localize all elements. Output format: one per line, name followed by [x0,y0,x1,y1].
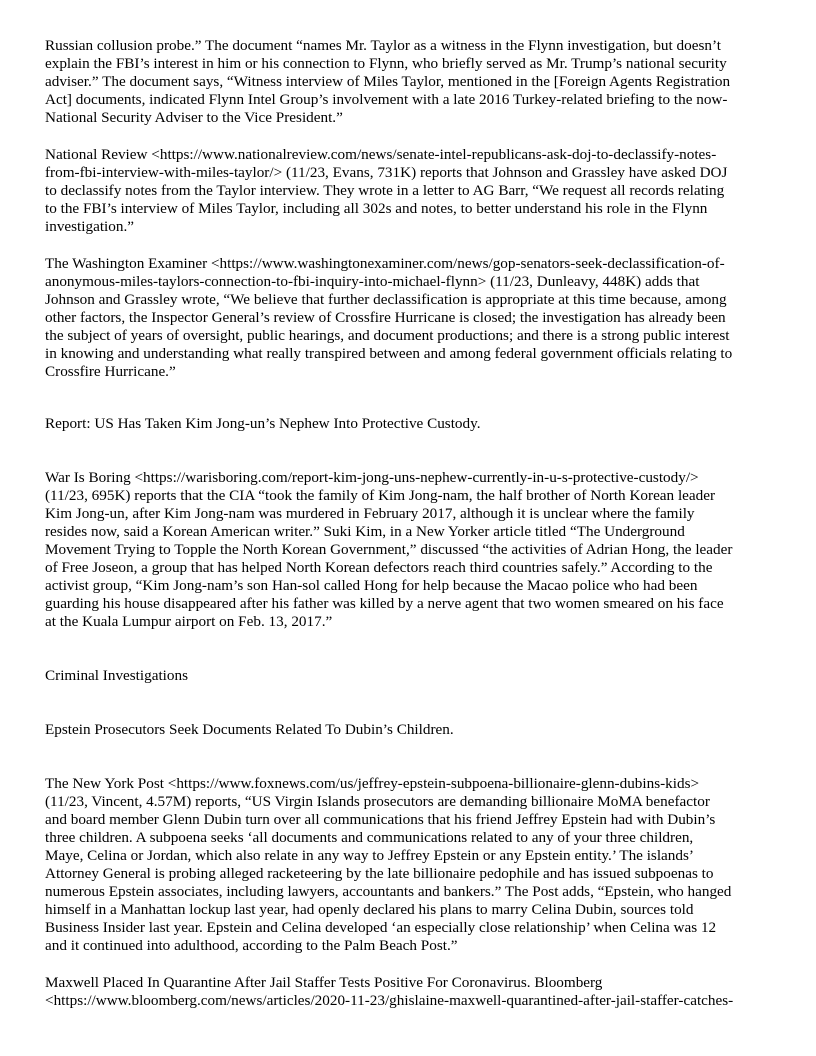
text-line: at the Kuala Lumpur airport on Feb. 13, 2017.” [45,613,333,630]
text-line: adviser.” The document says, “Witness interview of Miles Taylor, mentioned in the [Foreign Agents Registration [45,73,731,90]
text-line: National Review <https://www.nationalreview.com/news/senate-intel-republicans-ask-doj-to-declassify-notes- [45,146,717,163]
text-line: Act] documents, indicated Flynn Intel Group’s involvement with a late 2016 Turkey-related briefing to the now- [45,91,728,108]
text-line: <https://www.bloomberg.com/news/articles/2020-11-23/ghislaine-maxwell-quarantined-after-jail-staffer-catches- [45,992,734,1009]
text-line: (11/23, Vincent, 4.57M) reports, “US Virgin Islands prosecutors are demanding billionaire MoMA benefactor [45,793,710,810]
text-line: War Is Boring <https://warisboring.com/report-kim-jong-uns-nephew-currently-in-u-s-protective-custody/> [45,469,699,486]
text-line: himself in a Manhattan lockup last year, had openly declared his plans to marry Celina Dubin, sources told [45,901,694,918]
text-line: anonymous-miles-taylors-connection-to-fbi-inquiry-into-michael-flynn> (11/23, Dunleavy, 448K) adds that [45,273,700,290]
text-line: three children. A subpoena seeks ‘all documents and communications related to any of your three children, [45,829,694,846]
text-line: Maye, Celina or Jordan, which also relate in any way to Jeffrey Epstein or any Epstein entity.’ The islands’ [45,847,694,864]
paragraph-maxwell-quarantine [45,974,773,1010]
text-line: to the FBI’s interview of Miles Taylor, including all 302s and notes, to better understand his role in the Flynn [45,200,708,217]
text-line: of Free Joseon, a group that has helped North Korean defectors reach third countries safely.” According to the [45,559,713,576]
text-line: Business Insider last year. Epstein and Celina developed ‘an especially close relationship’ when Celina was 12 [45,919,717,936]
text-line: resides now, said a Korean American writer.” Suki Kim, in a New Yorker article titled “The Underground [45,523,685,540]
text-line: and it continued into adulthood, according to the Palm Beach Post.” [45,937,458,954]
text-line: Russian collusion probe.” The document “names Mr. Taylor as a witness in the Flynn investigation, but doesn’t [45,37,721,54]
headline-text: Epstein Prosecutors Seek Documents Related To Dubin’s Children. [45,721,454,738]
text-line: activist group, “Kim Jong-nam’s son Han-sol called Hong for help because the Macao police who had been [45,577,698,594]
headline-kim-nephew [45,415,773,433]
headline-epstein-prosecutors [45,721,773,739]
text-line: Movement Trying to Topple the North Korean Government,” discussed “the activities of Adrian Hong, the leader [45,541,733,558]
text-line: explain the FBI’s interest in him or his connection to Flynn, who briefly served as Mr. Trump’s national security [45,55,727,72]
paragraph-taylor-witness [45,37,773,127]
text-line: Attorney General is probing alleged racketeering by the late billionaire pedophile and has issued subpoenas to [45,865,714,882]
text-line: and board member Glenn Dubin turn over all communications that his friend Jeffrey Epstein had with Dubin’s [45,811,716,828]
text-line: from-fbi-interview-with-miles-taylor/> (11/23, Evans, 731K) reports that Johnson and Grassley have asked DOJ [45,164,728,181]
paragraph-new-york-post [45,775,773,955]
paragraph-national-review [45,146,773,236]
text-line: to declassify notes from the Taylor interview. They wrote in a letter to AG Barr, “We request all records relating [45,182,725,199]
text-line: Kim Jong-un, after Kim Jong-nam was murdered in February 2017, although it is unclear where the family [45,505,695,522]
paragraph-war-is-boring [45,469,773,631]
text-line: in knowing and understanding what really transpired between and among federal government officials relating to [45,345,733,362]
text-line: other factors, the Inspector General’s review of Crossfire Hurricane is closed; the investigation has already been [45,309,726,326]
text-line: Crossfire Hurricane.” [45,363,176,380]
text-line: (11/23, 695K) reports that the CIA “took the family of Kim Jong-nam, the half brother of North Korean leader [45,487,716,504]
headline-text: Report: US Has Taken Kim Jong-un’s Nephew Into Protective Custody. [45,415,481,432]
paragraph-washington-examiner [45,255,773,381]
text-line: Johnson and Grassley wrote, “We believe that further declassification is appropriate at this time because, among [45,291,727,308]
section-heading-criminal-investigations [45,667,773,685]
text-line: The New York Post <https://www.foxnews.com/us/jeffrey-epstein-subpoena-billionaire-glenn-dubins-kids> [45,775,700,792]
text-line: National Security Adviser to the Vice President.” [45,109,343,126]
text-line: guarding his house disappeared after his father was killed by a nerve agent that two women smeared on his face [45,595,724,612]
text-line: the subject of years of oversight, public hearings, and document productions; and there is a strong public interest [45,327,730,344]
section-heading-text: Criminal Investigations [45,667,188,684]
text-line: investigation.” [45,218,134,235]
text-line: Maxwell Placed In Quarantine After Jail Staffer Tests Positive For Coronavirus. Bloomberg [45,974,603,991]
text-line: The Washington Examiner <https://www.washingtonexaminer.com/news/gop-senators-seek-declassification-of- [45,255,725,272]
text-line: numerous Epstein associates, including lawyers, accountants and bankers.” The Post adds, “Epstein, who hanged [45,883,732,900]
